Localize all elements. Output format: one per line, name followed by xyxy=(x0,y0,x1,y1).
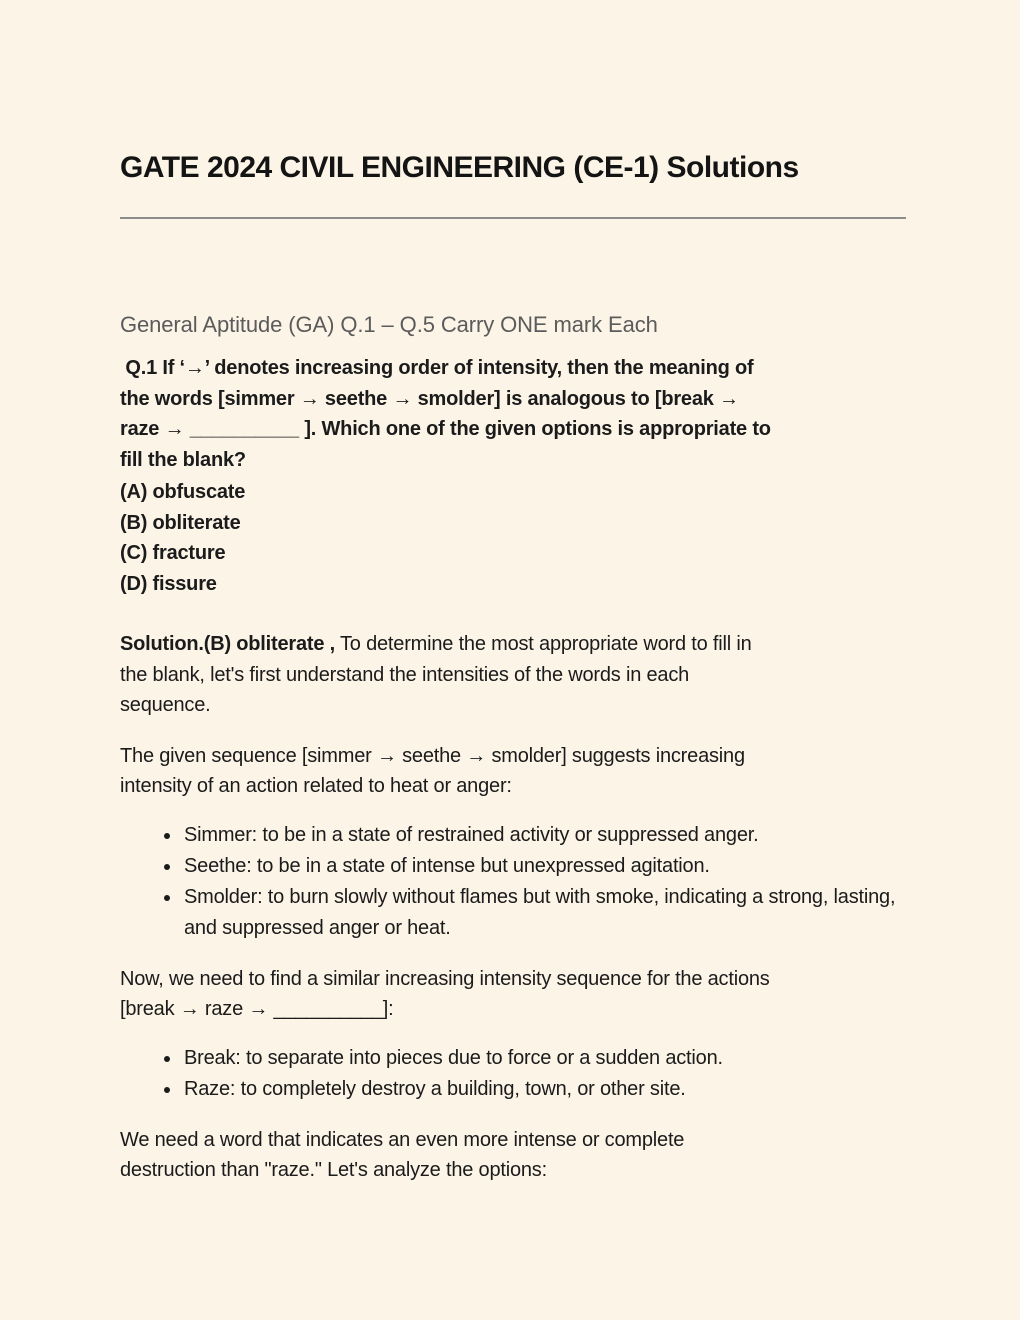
bullet-seethe: • Seethe: to be in a state of intense but unexpressed agitation. xyxy=(182,851,900,882)
option-d: (D) fissure xyxy=(120,572,217,595)
option-a: (A) obfuscate xyxy=(120,481,246,503)
solution-answer-label: Solution.(B) obliterate , xyxy=(120,633,335,655)
bullet-smolder: • Smolder: to burn slowly without flames but with smoke, indicating a strong, lasting, and suppressed anger or heat. xyxy=(182,882,900,944)
action-words-bullet-list xyxy=(120,1043,900,1105)
actions-paragraph xyxy=(120,964,902,1025)
answer-options xyxy=(120,477,902,599)
actions-paragraph-line-2: [break → raze → __________]: xyxy=(120,998,394,1020)
bullet-break: • Break: to separate into pieces due to force or a sudden action. xyxy=(182,1043,900,1074)
sequence-paragraph xyxy=(120,741,902,802)
option-b: (B) obliterate xyxy=(120,511,241,534)
bullet-simmer: • Simmer: to be in a state of restrained activity or suppressed anger. xyxy=(182,820,900,851)
solution-intro-line-1 xyxy=(120,629,902,660)
section-heading: General Aptitude (GA) Q.1 – Q.5 Carry ONE mark Each xyxy=(120,312,658,337)
question-line-3: raze → __________ ]. Which one of the given options is appropriate to xyxy=(120,418,771,440)
bullet-raze: • Raze: to completely destroy a building, town, or other site. xyxy=(182,1074,900,1105)
closing-paragraph-line-2: destruction than "raze." Let's analyze the options: xyxy=(120,1159,547,1181)
option-c: (C) fracture xyxy=(120,542,226,564)
question-line-2: the words [simmer → seethe → smolder] is analogous to [break → xyxy=(120,387,739,410)
solution-intro-line-3: sequence. xyxy=(120,694,211,716)
question-line-1: Q.1 If ‘→’ denotes increasing order of intensity, then the meaning of xyxy=(120,357,754,379)
closing-paragraph xyxy=(120,1125,902,1186)
sequence-paragraph-line-2: intensity of an action related to heat or anger: xyxy=(120,775,512,797)
solution-intro-line-2: the blank, let's first understand the intensities of the words in each xyxy=(120,663,690,686)
question-line-4: fill the blank? xyxy=(120,448,246,471)
actions-paragraph-line-1: Now, we need to find a similar increasing intensity sequence for the actions xyxy=(120,967,770,990)
document-title: GATE 2024 CIVIL ENGINEERING (CE-1) Solutions xyxy=(120,151,799,184)
question-text xyxy=(120,353,902,475)
title-divider xyxy=(120,217,906,219)
sequence-paragraph-line-1: The given sequence [simmer → seethe → smolder] suggests increasing xyxy=(120,744,745,767)
closing-paragraph-line-1: We need a word that indicates an even more intense or complete xyxy=(120,1128,685,1151)
solution-intro-after-label: To determine the most appropriate word to fill in xyxy=(335,633,752,655)
solution-intro-paragraph xyxy=(120,629,902,721)
heat-words-bullet-list xyxy=(120,820,900,944)
